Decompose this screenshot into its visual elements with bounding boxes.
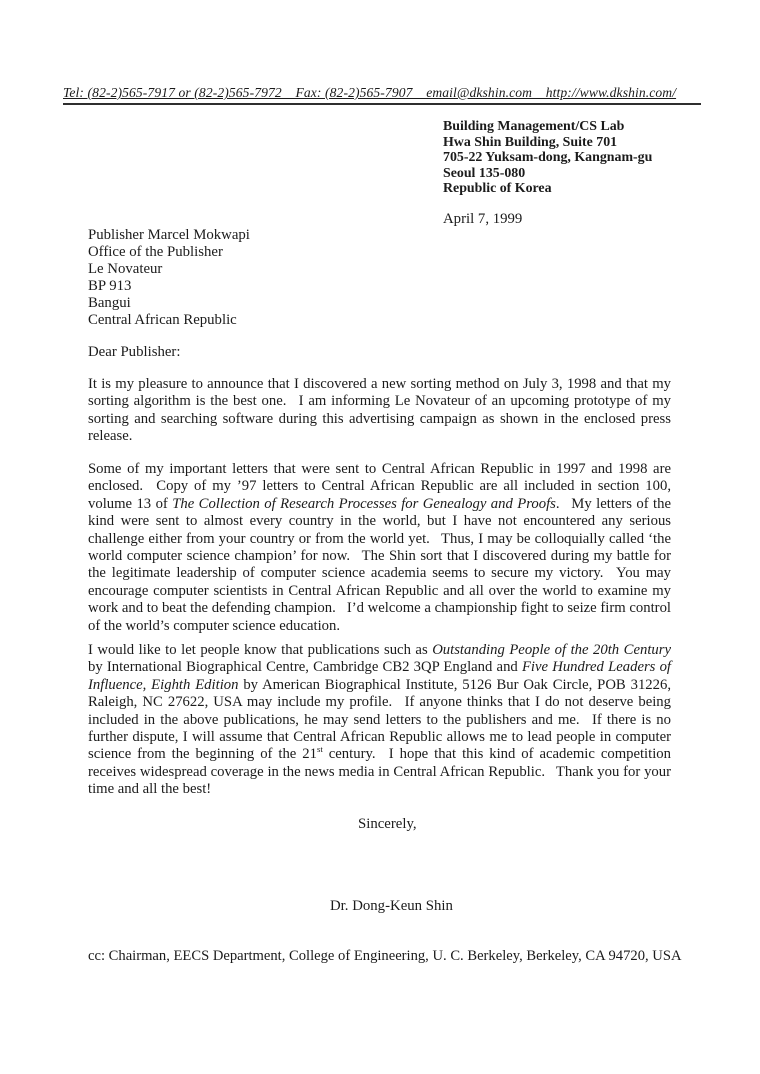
date-line: April 7, 1999 xyxy=(443,211,523,227)
body-paragraph-2 xyxy=(88,461,671,635)
contact-header xyxy=(63,85,701,105)
address-line: Central African Republic xyxy=(88,312,237,328)
address-line: Republic of Korea xyxy=(443,181,552,196)
text-run: It is my pleasure to announce that I discovered a new sorting method on July 3, 1998 and that my sorting algorithm is the best one. I am informing Le Novateur of an upcoming prototype of my sorting and searching software during this advertising campaign as shown in the enclosed press release. xyxy=(88,376,671,445)
superscript-run: st xyxy=(316,744,323,755)
address-line: Seoul 135-080 xyxy=(443,165,526,181)
text-run: by International Biographical Centre, Cambridge CB2 3QP England and xyxy=(88,659,522,676)
body-paragraph-3 xyxy=(88,642,671,799)
text-run: . My letters of the kind were sent to almost every country in the world, but I have not encountered any serious challenge either from your country or from the world yet. Thus, I may be colloquially called ‘the world computer science champion’ for now. The Shin sort that I discovered during my battle for the legitimate leadership of computer science academia seems to secure my victory. You may encourage computer scientists in Central African Republic and all over the world to examine my work and to beat the defending champion. I’d welcome a championship fight to seize firm control of the world’s computer science education. xyxy=(88,495,672,634)
italic-text-run: Outstanding People of the 20th Century xyxy=(432,642,671,658)
address-line: Le Novateur xyxy=(88,261,163,277)
address-line: Building Management/CS Lab xyxy=(443,119,625,134)
closing: Sincerely, xyxy=(358,816,417,832)
cc-line: cc: Chairman, EECS Department, College of Engineering, U. C. Berkeley, Berkeley, CA 94720, USA xyxy=(88,948,682,964)
address-line: BP 913 xyxy=(88,278,132,294)
text-run: I would like to let people know that publications such as xyxy=(88,642,433,658)
address-line: Hwa Shin Building, Suite 701 xyxy=(443,134,618,150)
address-line: Publisher Marcel Mokwapi xyxy=(88,227,250,243)
address-line: 705-22 Yuksam-dong, Kangnam-gu xyxy=(443,150,653,165)
recipient-address xyxy=(88,227,250,329)
text-run: century. I hope that this kind of academic competition receives widespread coverage in the news media in Central African Republic. Thank you for your time and all the best! xyxy=(88,746,671,798)
italic-text-run: The Collection of Research Processes for Genealogy and Proofs xyxy=(172,495,556,512)
text-run: by American Biographical Institute, 5126 Bur Oak Circle, POB 31226, Raleigh, NC 27622, USA may include my profile. If anyone thinks that I do not deserve being included in the above publications, he may send letters to the publishers and me. If there is no further dispute, I will assume that Central African Republic allows me to lead people in computer science from the beginning of the 21 xyxy=(88,676,671,763)
body-paragraph-1 xyxy=(88,376,671,446)
signature-name: Dr. Dong-Keun Shin xyxy=(330,898,453,914)
address-line: Office of the Publisher xyxy=(88,244,223,260)
text-run: Some of my important letters that were sent to Central African Republic in 1997 and 1998 are enclosed. Copy of my ’97 letters to Central African Republic are all included in section 100, volume 13 of xyxy=(88,461,671,512)
contact-line: Tel: (82-2)565-7917 or (82-2)565-7972 Fax: (82-2)565-7907 email@dkshin.com http://www.dkshin.com/ xyxy=(63,85,677,100)
salutation: Dear Publisher: xyxy=(88,344,181,360)
address-line: Bangui xyxy=(88,295,131,311)
sender-address xyxy=(443,119,652,197)
italic-text-run: Five Hundred Leaders of Influence, Eighth Edition xyxy=(88,659,671,693)
